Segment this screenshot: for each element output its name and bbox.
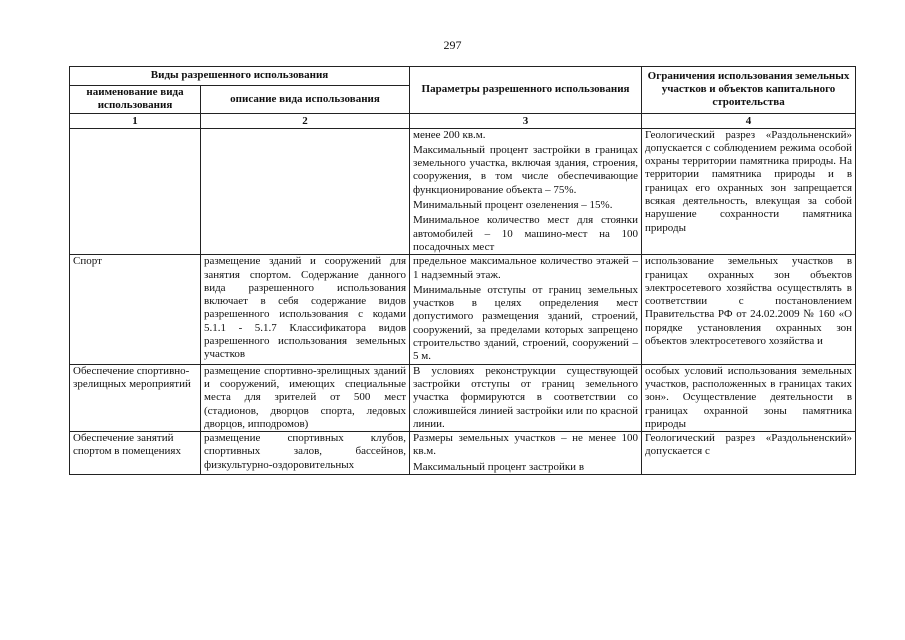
use-description-cell (201, 128, 410, 255)
param-text: Минимальное количество мест для стоянки автомобилей – 10 машино-мест на 100 посадочных мест (413, 214, 639, 253)
column-number: 3 (410, 113, 642, 128)
column-number: 2 (201, 113, 410, 128)
param-text: Максимальный процент застройки в границах земельного участка, включая здания, строения, сооружения, в том числе обеспечивающие функционирование объекта – 75%. (413, 143, 639, 196)
column-number-row (70, 113, 856, 128)
column-number: 4 (642, 113, 856, 128)
header-col3: Параметры разрешенного использования (410, 67, 642, 114)
table-row (70, 364, 856, 431)
header-col4: Ограничения использования земельных участков и объектов капитального строительства (642, 67, 856, 114)
header-group-title: Виды разрешенного использования (70, 67, 410, 86)
param-text: предельное максимальное количество этажей – 1 надземный этаж. (413, 255, 639, 281)
header-row-1 (70, 67, 856, 86)
use-name-cell: Обеспечение спортивно-зрелищных мероприятий (70, 364, 201, 431)
use-description-cell: размещение зданий и сооружений для занятия спортом. Содержание данного вида разрешенного использования включает в себя содержание видов разрешенного использования с кодами 5.1.1 - 5.1.7 Классификатора видов разрешенного использования земельных участков (201, 255, 410, 364)
param-text: Минимальный процент озеленения – 15%. (413, 199, 613, 212)
param-text: Минимальные отступы от границ земельных участков в целях определения мест допустимого размещения зданий, строений, сооружений, за пределами которых запрещено строительство зданий, строений, сооружений – 5 м. (413, 283, 639, 363)
params-cell (410, 255, 642, 364)
use-description-cell: размещение спортивно-зрелищных зданий и сооружений, имеющих специальные места для зрителей от 500 мест (стадионов, дворцов спорта, ледовых дворцов, ипподромов) (201, 364, 410, 431)
table-row (70, 432, 856, 475)
table-row (70, 255, 856, 364)
restrictions-cell: использование земельных участков в границах охранных зон объектов электросетевого хозяйства осуществлять в соответствии с постановлением Правительства РФ от 24.02.2009 № 160 «О порядке установления охранных зон объектов электросетевого хозяйства и (642, 255, 856, 364)
table-row (70, 128, 856, 255)
param-text: Максимальный процент застройки в (413, 460, 585, 473)
param-text: менее 200 кв.м. (413, 128, 486, 141)
param-text: В условиях реконструкции существующей застройки отступы от границ земельного участка формируются в соответствии со сложившейся линией застройки или по красной линии. (413, 364, 639, 430)
restrictions-cell: Геологический разрез «Раздольненский» допускается с соблюдением режима особой охраны территории памятника природы. На территории памятника природы и в границах его охранных зон запрещается всякая деятельность, влекущая за собой нарушение сохранности памятника природы (642, 128, 856, 255)
restrictions-cell: особых условий использования земельных участков, расположенных в границах таких зон». Осуществление деятельности в границах охранной зоны памятника природы (642, 364, 856, 431)
use-name-cell (70, 128, 201, 255)
use-description-cell: размещение спортивных клубов, спортивных залов, бассейнов, физкультурно-оздоровительных (201, 432, 410, 475)
use-name-cell: Спорт (70, 255, 201, 364)
restrictions-cell: Геологический разрез «Раздольненский» допускается с (642, 432, 856, 475)
regulations-table (69, 66, 856, 475)
page-number: 297 (443, 38, 462, 52)
use-name-cell: Обеспечение занятий спортом в помещениях (70, 432, 201, 475)
column-number: 1 (70, 113, 201, 128)
header-col1: наименование вида использования (70, 86, 201, 114)
param-text: Размеры земельных участков – не менее 100 кв.м. (413, 432, 639, 458)
header-col2: описание вида использования (201, 86, 410, 114)
params-cell (410, 432, 642, 475)
params-cell (410, 128, 642, 255)
params-cell (410, 364, 642, 431)
